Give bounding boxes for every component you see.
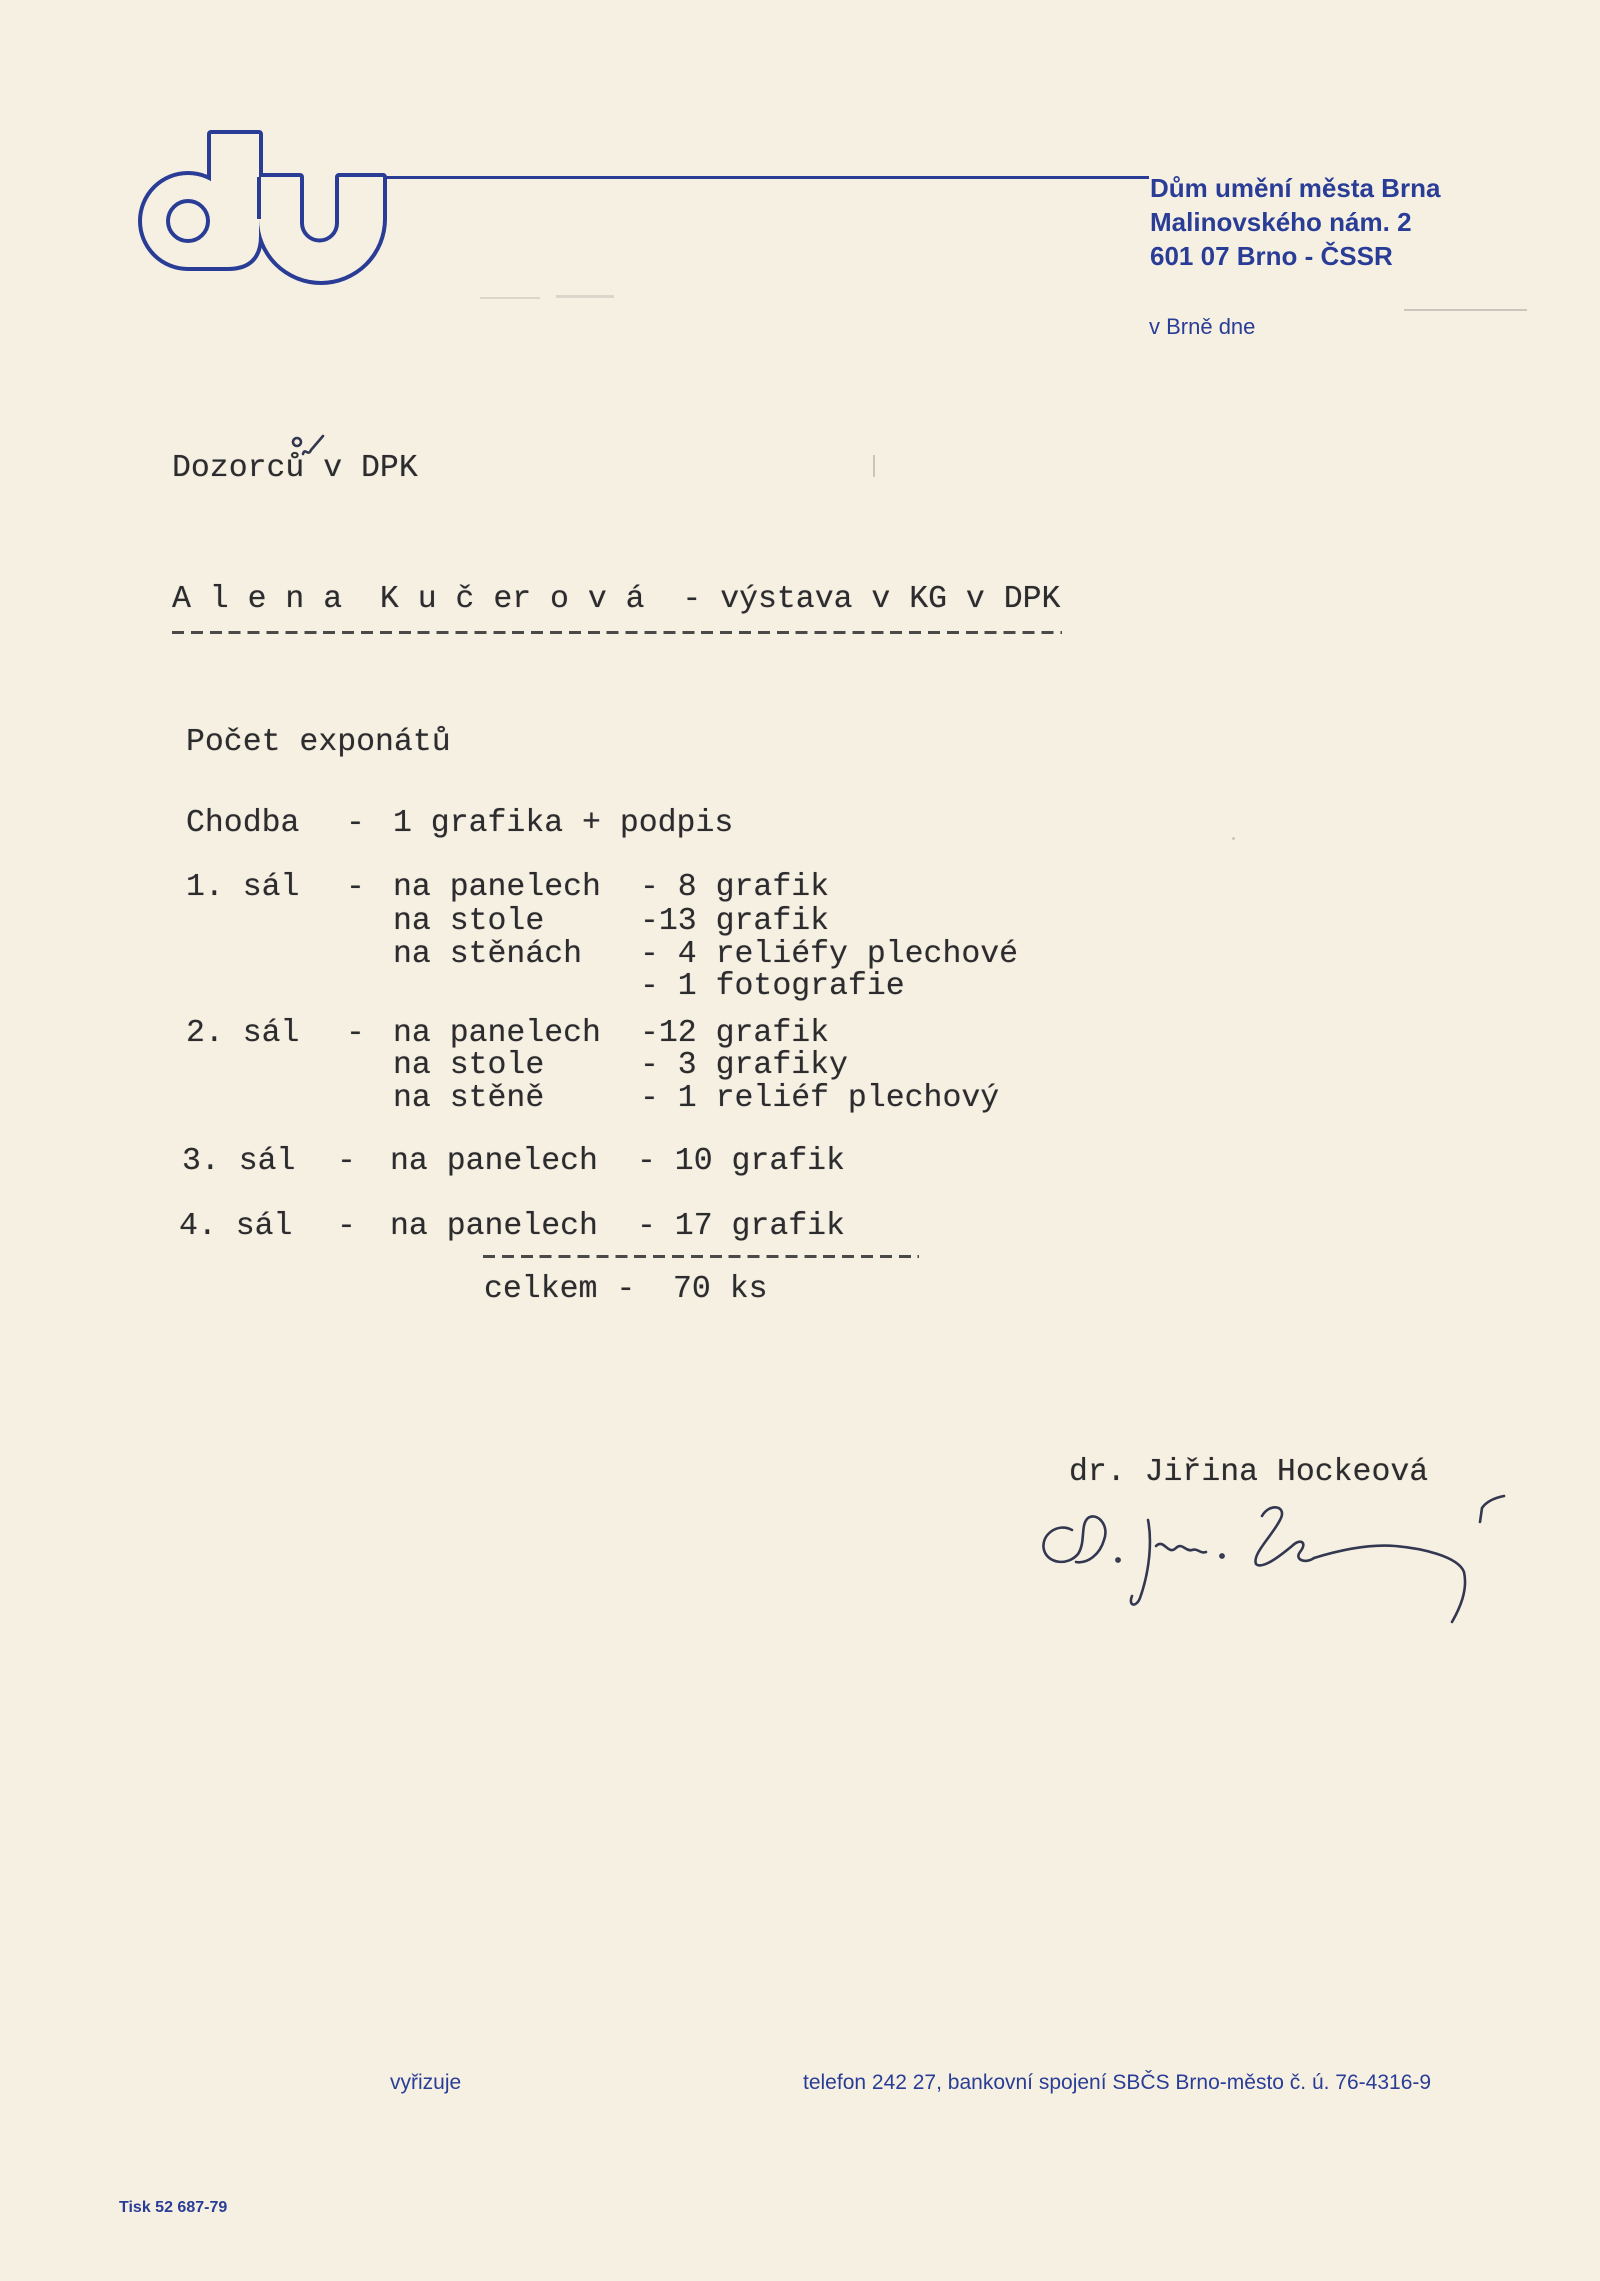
address-line: Dům umění města Brna: [1150, 173, 1441, 203]
subject-underline: [172, 631, 1062, 634]
room-separator: -: [346, 1016, 365, 1051]
scan-mark: [1232, 837, 1235, 840]
address-line: Malinovského nám. 2: [1150, 207, 1412, 237]
placement: na panelech: [390, 1209, 598, 1244]
room-label: 4. sál: [179, 1209, 293, 1244]
recipient: Dozorců v DPK: [172, 451, 418, 486]
signature-stroke: [1314, 1546, 1465, 1622]
signature-stroke: [1255, 1507, 1314, 1565]
placement: na stěnách: [393, 937, 583, 972]
signature-stroke: [1480, 1496, 1504, 1522]
total-label: celkem -: [484, 1272, 636, 1307]
signature-stroke: [1131, 1520, 1150, 1605]
contact-details: telefon 242 27, bankovní spojení SBČS Brno-město č. ú. 76-4316-9: [803, 2071, 1432, 2094]
scan-mark: [1404, 309, 1527, 311]
signature-dot: [1220, 1554, 1223, 1557]
exhibit-count-heading: Počet exponátů: [186, 725, 451, 760]
item-count: - 1 fotografie: [640, 969, 905, 1004]
room-separator: -: [337, 1144, 356, 1179]
handwritten-signature: [1030, 1480, 1520, 1630]
placement: na panelech: [390, 1144, 598, 1179]
item-count: - 4 reliéfy plechové: [640, 937, 1019, 972]
item-count: - 1 reliéf plechový: [640, 1081, 1000, 1116]
room-separator: -: [337, 1209, 356, 1244]
room-separator: -: [346, 806, 365, 841]
room-separator: -: [346, 870, 365, 905]
signature-dot: [1116, 1558, 1119, 1561]
item-count: - 3 grafiky: [640, 1048, 848, 1083]
scan-mark: [873, 455, 875, 477]
handwritten-correction-mark: [285, 428, 333, 464]
address-line: 601 07 Brno - ČSSR: [1150, 241, 1393, 271]
placement: na panelech: [393, 1016, 601, 1051]
du-logo: [138, 128, 390, 288]
date-label: v Brně dne: [1149, 314, 1256, 339]
scan-mark: [480, 297, 540, 299]
room-label: 3. sál: [182, 1144, 296, 1179]
letterhead-address: [1150, 171, 1440, 273]
handled-by-label: vyřizuje: [390, 2071, 462, 2094]
room-label: Chodba: [186, 806, 300, 841]
placement: 1 grafika + podpis: [393, 806, 734, 841]
placement: na panelech: [393, 870, 601, 905]
room-label: 1. sál: [186, 870, 300, 905]
item-count: -12 grafik: [640, 1016, 830, 1051]
item-count: - 8 grafik: [640, 870, 830, 905]
placement: na stěně: [393, 1081, 545, 1116]
room-label: 2. sál: [186, 1016, 300, 1051]
total-value: 70 ks: [673, 1272, 768, 1307]
placement: na stole: [393, 1048, 545, 1083]
item-count: - 10 grafik: [637, 1144, 845, 1179]
total-rule: [483, 1255, 919, 1258]
letterhead-rule: [383, 176, 1149, 179]
item-count: - 17 grafik: [637, 1209, 845, 1244]
subject-line: A l e n a K u č er o v á - výstava v KG v DPK: [172, 582, 1061, 617]
signature-stroke: [1043, 1516, 1105, 1562]
scan-mark: [556, 295, 614, 298]
signatory-name: dr. Jiřina Hockeová: [1069, 1455, 1429, 1490]
signature-stroke: [1156, 1544, 1206, 1553]
item-count: -13 grafik: [640, 904, 830, 939]
print-code: Tisk 52 687-79: [119, 2199, 228, 2216]
placement: na stole: [393, 904, 545, 939]
